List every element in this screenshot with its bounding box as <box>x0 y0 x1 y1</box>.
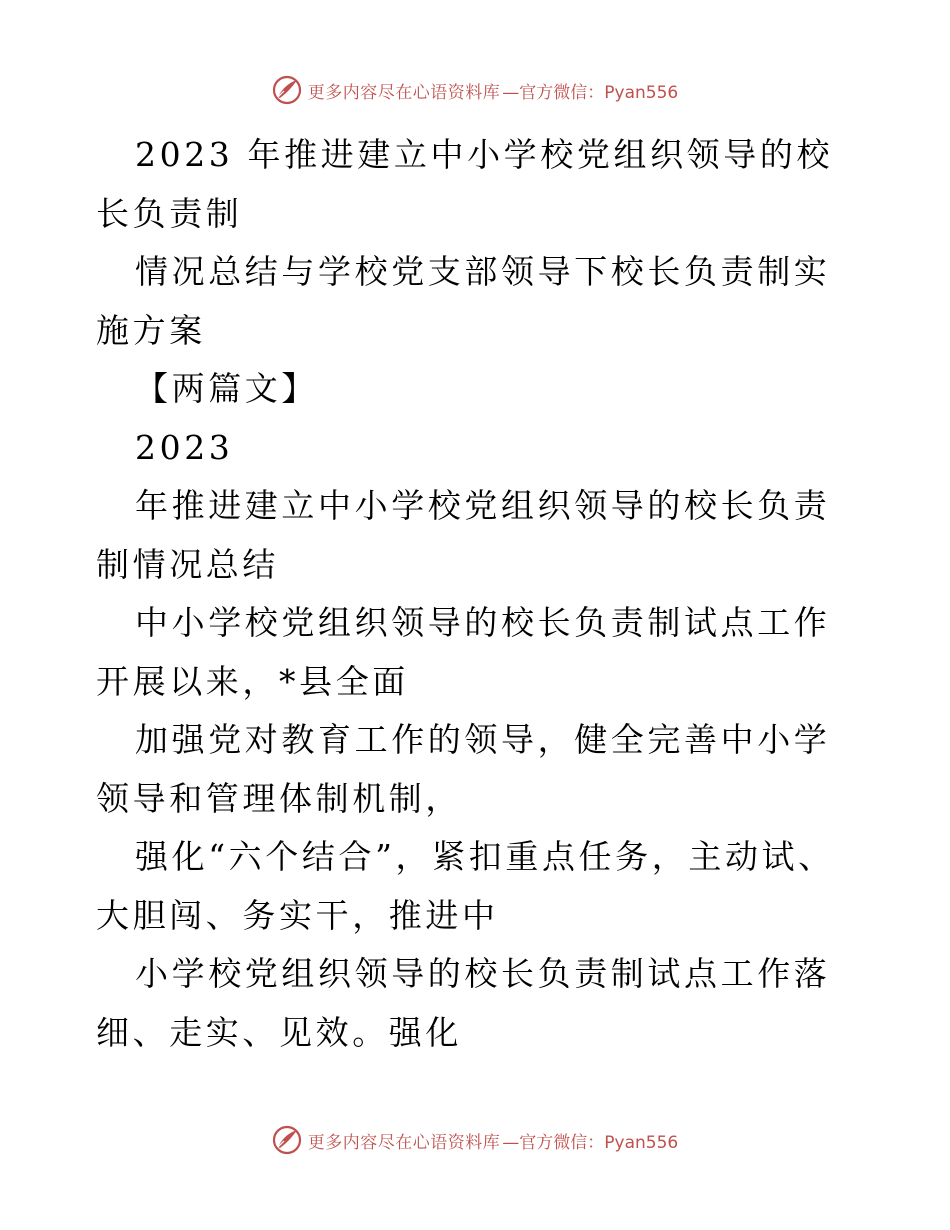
paragraph: 年推进建立中小学校党组织领导的校长负责制情况总结 <box>96 486 831 584</box>
paragraph: 2023 年推进建立中小学校党组织领导的校长负责制 <box>96 135 834 233</box>
document-body <box>96 126 856 1062</box>
watermark-contact: —官方微信：Pyan556 <box>502 82 679 103</box>
paragraph: 强化“六个结合”，紧扣重点任务，主动试、大胆闯、务实干，推进中 <box>96 837 835 935</box>
paragraph: 加强党对教育工作的领导，健全完善中小学领导和管理体制机制， <box>96 720 831 818</box>
paragraph: 小学校党组织领导的校长负责制试点工作落细、走实、见效。强化 <box>96 954 831 1052</box>
header-watermark <box>0 73 950 107</box>
watermark-text: 更多内容尽在心语资料库 <box>307 1132 501 1153</box>
quill-pen-logo-icon <box>272 1125 302 1155</box>
paragraph: 中小学校党组织领导的校长负责制试点工作开展以来，*县全面 <box>96 603 831 701</box>
quill-pen-logo-icon <box>272 75 302 105</box>
watermark-contact: —官方微信：Pyan556 <box>502 1132 679 1153</box>
footer-watermark <box>0 1123 950 1157</box>
paragraph: 2023 <box>135 427 234 467</box>
watermark-text: 更多内容尽在心语资料库 <box>307 82 501 103</box>
paragraph: 情况总结与学校党支部领导下校长负责制实施方案 <box>96 252 831 350</box>
paragraph: 【两篇文】 <box>135 369 318 408</box>
